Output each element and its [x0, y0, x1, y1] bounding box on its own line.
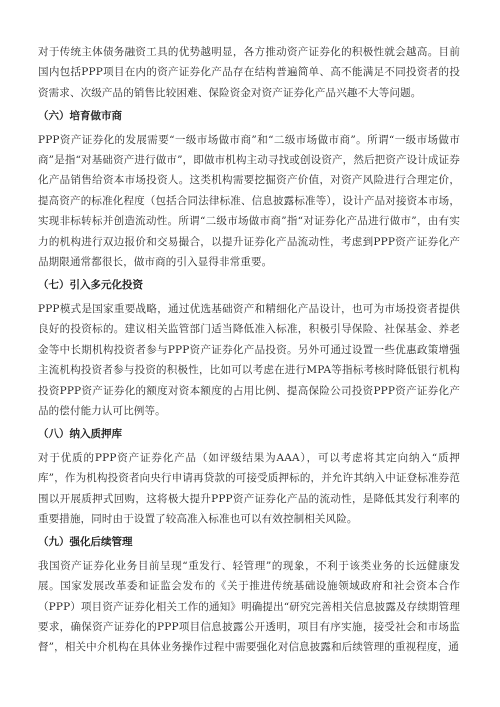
intro-paragraph: 对于传统主体债务融资工具的优势越明显，各方推动资产证券化的积极性就会越高。目前国内包括PPP项目在内的资产证券化产品存在结构普遍简单、高不能满足不同投资者的投资需求、次级产品的销售比较困难、保险资金对资产证券化产品兴趣不大等问题。 — [38, 46, 460, 99]
section-body-market-maker: PPP资产证券化的发展需要“一级市场做市商”和“二级市场做市商”。所谓“一级市场做市商”是指“对基础资产进行做市”，即做市机构主动寻找或创设资产，然后把资产设计成证券化产品销售给资本市场投资人。这类机构需要挖掘资产价值，对资产风险进行合理定价，提高资产的标准化程度（包括合同法律标准、信息披露标准等），设计产品对接资本市场，实现非标转标并创造流动性。所谓“二级市场做市商”指“对证券化产品进行做市”，由有实力的机构进行双边报价和交易撮合，以提升证券化产品流动性，考虑到PPP资产证券化产品期限通常都很长，做市商的引入显得非常重要。 — [38, 133, 460, 269]
section-body-pledge-pool: 对于优质的PPP资产证券化产品（如评级结果为AAA），可以考虑将其定向纳入“质押库”，作为机构投资者向央行申请再贷款的可接受质押标的，并允许其纳入中证登标准券范围以开展质押式回购，这将极大提升PPP资产证券化产品的流动性，是降低其发行利率的重要措施，同时由于设置了较高准入标准也可以有效控制相关风险。 — [38, 451, 460, 525]
section-body-diversified-investment: PPP模式是国家重要战略，通过优选基础资产和精细化产品设计，也可为市场投资者提供良好的投资标的。建议相关监管部门适当降低准入标准，积极引导保险、社保基金、养老金等中长期机构投资者参与PPP资产证券化产品投资。另外可通过设置一些优惠政策增强主流机构投资者参与投资的积极性，比如可以考虑在进行MPA等指标考核时降低银行机构投资PPP资产证券化的额度对资本额度的占用比例、提高保险公司投资PPP资产证券化产品的偿付能力认可比例等。 — [38, 302, 460, 417]
section-heading-pledge-pool: （八）纳入质押库 — [38, 428, 122, 441]
section-heading-diversified-investment: （七）引入多元化投资 — [38, 279, 143, 292]
section-body-post-management: 我国资产证券化业务目前呈现“重发行、轻管理”的现象，不利于该类业务的长远健康发展。国家发展改革委和证监会发布的《关于推进传统基础设施领域政府和社会资本合作（PPP）项目资产证券化相关工作的通知》明确提出“研究完善相关信息披露及存续期管理要求，确保资产证券化的PPP项目信息披露公开透明，项目有序实施，接受社会和市场监督”，相关中介机构在具体业务操作过程中需要强化对信息披露和后续管理的重视程度，通 — [38, 559, 460, 654]
section-heading-post-management: （九）强化后续管理 — [38, 536, 133, 549]
section-heading-market-maker: （六）培育做市商 — [38, 110, 122, 123]
